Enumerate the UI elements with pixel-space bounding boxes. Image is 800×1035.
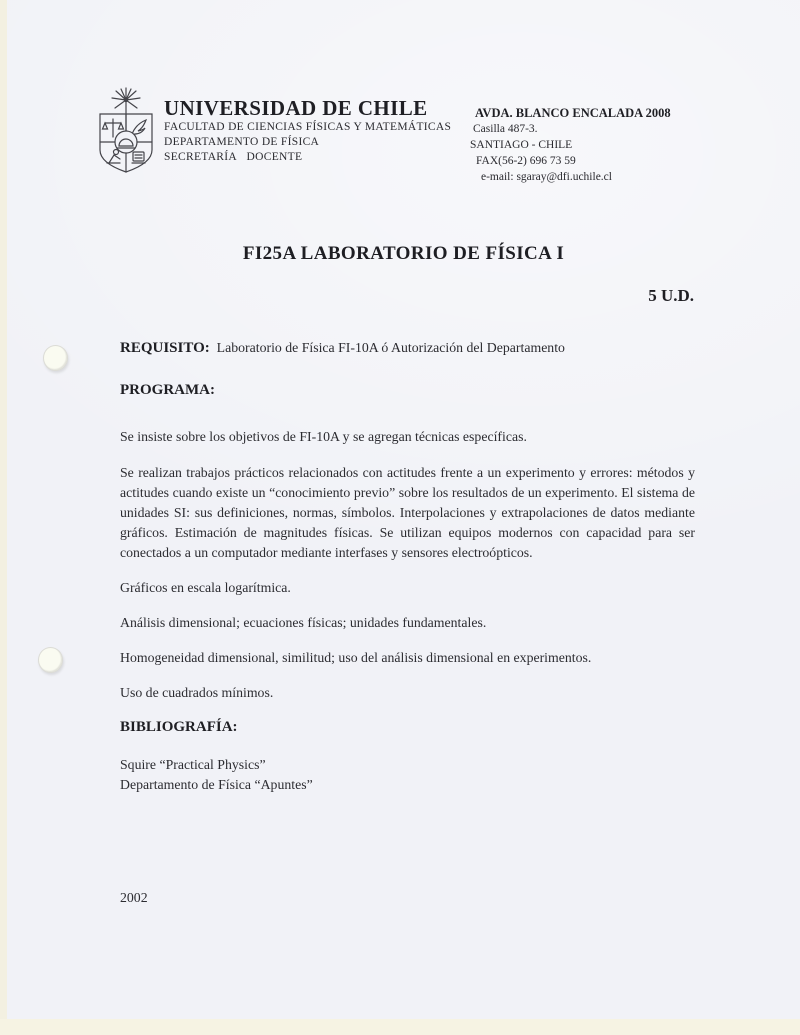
paragraph-homogeneidad: Homogeneidad dimensional, similitud; uso del análisis dimensional en experimentos. [120,650,592,665]
document-year: 2002 [120,890,148,905]
university-crest-icon [88,86,166,180]
requisito-label: REQUISITO: [120,340,210,356]
po-box: Casilla 487-3. [473,123,538,135]
city-country: SANTIAGO - CHILE [470,139,573,151]
street-address: AVDA. BLANCO ENCALADA 2008 [475,106,671,120]
document-body [120,338,695,908]
bibliografia-item: Departamento de Física “Apuntes” [120,777,313,792]
fax-number: FAX(56-2) 696 73 59 [476,155,576,167]
letterhead-org-block [164,96,451,165]
programa-heading: PROGRAMA: [120,382,215,398]
paragraph-objetivos: Se insiste sobre los objetivos de FI-10A y se agregan técnicas específicas. [120,429,527,444]
paragraph-cuadrados: Uso de cuadrados mínimos. [120,685,274,700]
email-address: e-mail: sgaray@dfi.uchile.cl [481,171,612,183]
punch-hole-top [43,345,68,371]
course-title: FI25A LABORATORIO DE FÍSICA I [242,243,565,264]
scan-bottom-edge [0,1019,800,1035]
requisito-text: Laboratorio de Física FI-10A ó Autorización del Departamento [216,340,565,355]
paragraph-analisis: Análisis dimensional; ecuaciones físicas; unidades fundamentales. [120,615,487,630]
university-name: UNIVERSIDAD DE CHILE [164,96,428,120]
bibliografia-item: Squire “Practical Physics” [120,757,266,772]
bibliografia-list [120,755,695,795]
document-page [7,0,800,1019]
office-name: SECRETARÍA DOCENTE [164,151,303,163]
department-name: DEPARTAMENTO DE FÍSICA [164,136,320,148]
paragraph-graficos: Gráficos en escala logarítmica. [120,580,291,595]
punch-hole-bottom [38,647,63,673]
course-credits: 5 U.D. [648,286,694,305]
faculty-name: FACULTAD DE CIENCIAS FÍSICAS Y MATEMÁTICAS [164,121,452,133]
paragraph-descripcion: Se realizan trabajos prácticos relacionados con actitudes frente a un experimento y errores: métodos y actitudes cuando existe un “conocimiento previo” sobre los resultados de un experimento. El sistema de unidades SI: sus definiciones, normas, símbolos. Interpolaciones y extrapolaciones de datos mediante gráficos. Estimación de magnitudes físicas. Se utilizan equipos modernos con capacidad para ser conectados a un computador mediante interfases y sensores electroópticos. [120,465,695,560]
bibliografia-heading: BIBLIOGRAFÍA: [120,719,238,735]
requisito-line [120,338,695,358]
letterhead-contact-block [470,105,671,185]
